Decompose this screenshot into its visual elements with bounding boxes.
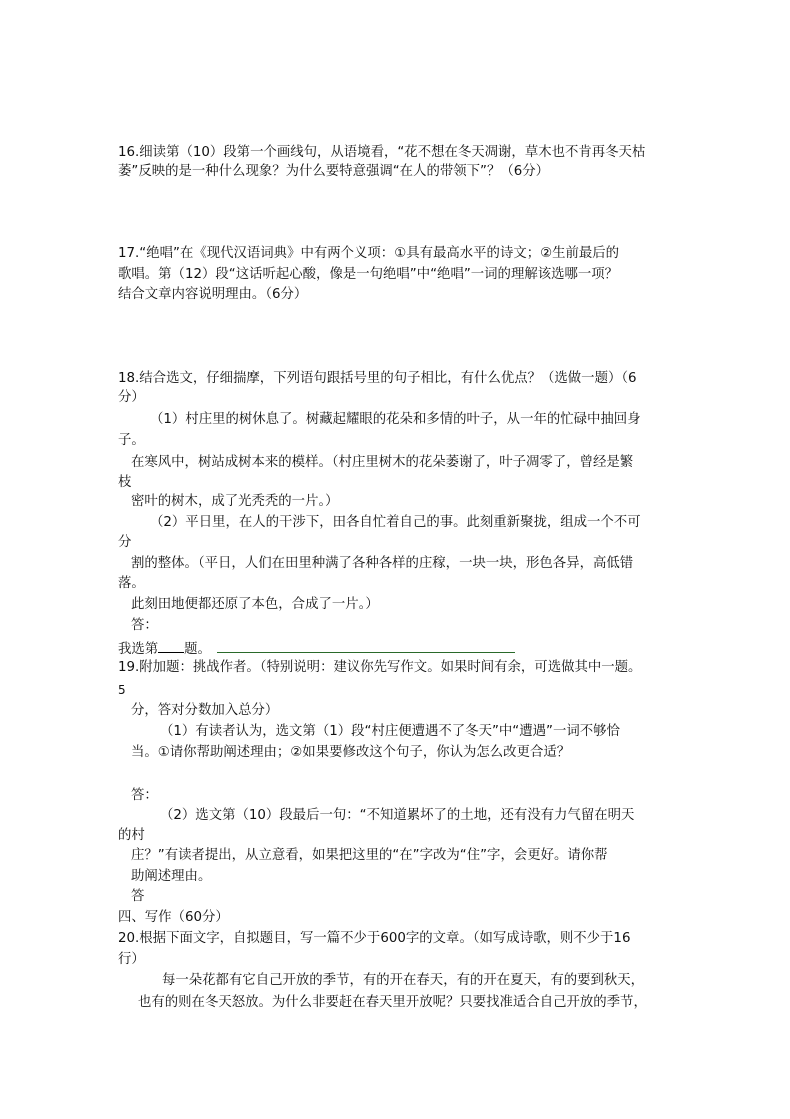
q18-item: 密叶的树木，成了光秃秃的一片。） — [131, 494, 339, 509]
q17-line: 歌唱。第（12）段“这话听起心酸，像是一句绝唱”中“绝唱”一词的理解该选哪一项？ — [118, 267, 619, 282]
answer-label: 答： — [131, 618, 158, 633]
q19-line: 分，答对分数加入总分） — [131, 703, 279, 718]
answer-label: 答 — [131, 889, 145, 904]
q18-item: 割的整体。（平日，人们在田里种满了各种各样的庄稼，一块一块，形色各异，高低错 — [131, 556, 634, 571]
q18-line: 18.结合选文，仔细揣摩，下列语句跟括号里的句子相比，有什么优点？（选做一题）（6 — [118, 371, 637, 386]
q16-line: 16.细读第（10）段第一个画线句，从语境看，“花不想在冬天凋谢，草木也不肯再冬天枯 — [118, 145, 646, 160]
q19-item: 庄？”有读者提出，从立意看，如果把这里的“在”字改为“住”字，会更好。请你帮 — [131, 848, 608, 863]
choose-line — [118, 638, 515, 659]
q18-item: 分 — [118, 535, 132, 550]
choose-prefix: 我选第 — [118, 642, 159, 657]
q18-item: 枝 — [118, 475, 132, 490]
question-number-blank[interactable] — [158, 638, 184, 653]
q18-item: （1）村庄里的树休息了。树藏起耀眼的花朵和多情的叶子，从一年的忙碌中抽回身 — [150, 412, 641, 427]
q18-item: 在寒风中，树站成树本来的模样。（村庄里树木的花朵萎谢了，叶子凋零了，曾经是繁 — [131, 455, 634, 470]
q19-item: （1）有读者认为，选文第（1）段“村庄便遭遇不了冬天”中“遭遇”一词不够恰 — [160, 724, 620, 739]
q18-line: 分） — [118, 390, 145, 405]
q20-line: 20.根据下面文字，自拟题目，写一篇不少于600字的文章。（如写成诗歌，则不少于16 — [118, 931, 631, 946]
q19-item: （2）选文第（10）段最后一句：“不知道累坏了的土地，还有没有力气留在明天 — [160, 808, 635, 823]
answer-label: 答： — [131, 788, 158, 803]
q18-item: 子。 — [118, 433, 145, 448]
q19-item: 助阐述理由。 — [131, 869, 212, 884]
q19-line: 19.附加题：挑战作者。（特别说明：建议你先写作文。如果时间有余，可选做其中一题。 — [118, 660, 642, 675]
answer-blank[interactable] — [217, 638, 515, 653]
q18-item: 此刻田地便都还原了本色，合成了一片。） — [131, 597, 379, 612]
q20-paragraph: 也有的则在冬天怒放。为什么非要赶在春天里开放呢？只要找准适合自己开放的季节， — [138, 995, 647, 1010]
q16-line: 萎”反映的是一种什么现象？为什么要特意强调“在人的带领下”？（6分） — [118, 164, 550, 179]
q19-item: 当。①请你帮助阐述理由；②如果要修改这个句子，你认为怎么改更合适？ — [131, 745, 571, 760]
q20-line: 行） — [118, 952, 145, 967]
q19-line: 5 — [118, 683, 126, 697]
q18-item: （2）平日里，在人的干涉下，田各自忙着自己的事。此刻重新聚拢，组成一个不可 — [150, 515, 641, 530]
q18-item: 落。 — [118, 576, 145, 591]
q17-line: 17.“绝唱”在《现代汉语词典》中有两个义项：①具有最高水平的诗文；②生前最后的 — [118, 246, 620, 261]
choose-suffix: 题。 — [184, 642, 211, 657]
section-heading: 四、写作（60分） — [118, 910, 229, 925]
q17-line: 结合文章内容说明理由。（6分） — [118, 287, 308, 302]
q19-item: 的村 — [118, 828, 145, 843]
q20-paragraph: 每一朵花都有它自己开放的季节，有的开在春天，有的开在夏天，有的要到秋天， — [162, 973, 645, 988]
